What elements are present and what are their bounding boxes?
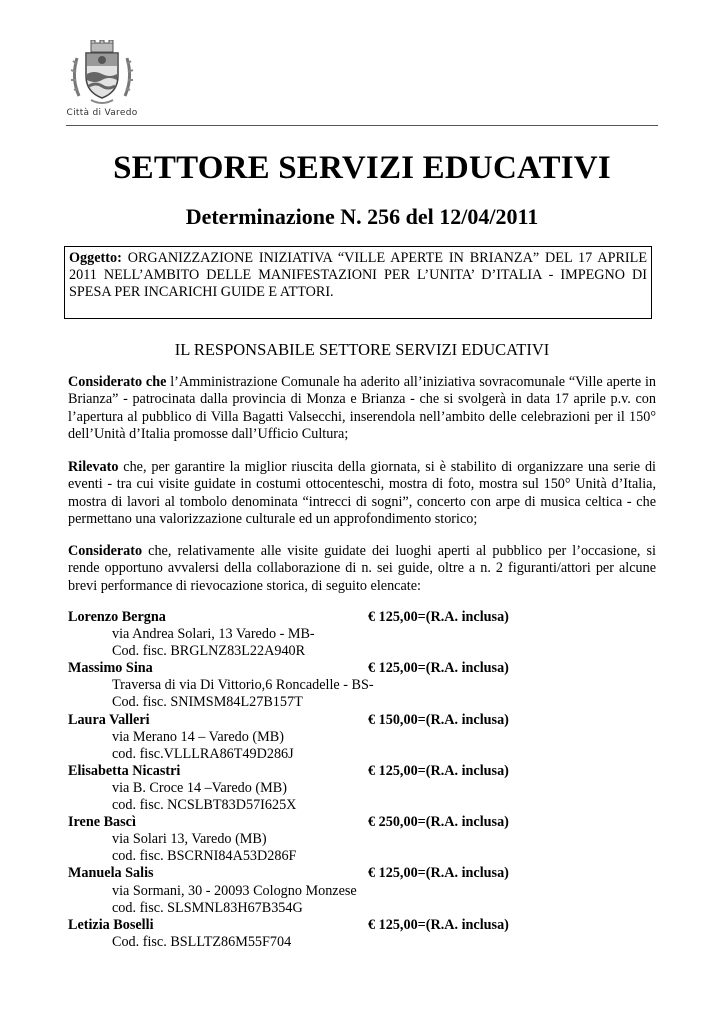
person-name: Manuela Salis [68, 865, 154, 882]
person-entry [68, 712, 656, 763]
person-address: via B. Croce 14 –Varedo (MB) [112, 779, 287, 796]
person-entry [68, 763, 656, 814]
person-name: Massimo Sina [68, 660, 153, 677]
person-name: Elisabetta Nicastri [68, 762, 181, 779]
paragraph-body: l’Amministrazione Comunale ha aderito all’iniziativa sovracomunale “Ville aperte in Brianza” - patrocinata dalla provincia di Monza e Brianza - che si svolgerà in data 17 aprile p.v. con l’apertura al pubblico di Villa Bagatti Valsecchi, inserendola nell’ambito delle celebrazioni per il 150° dell’Unità d’Italia promosse dall’Ufficio Cultura; [68, 374, 656, 442]
person-amount: € 250,00=(R.A. inclusa) [368, 814, 509, 831]
person-address: via Solari 13, Varedo (MB) [112, 831, 267, 848]
person-amount: € 150,00=(R.A. inclusa) [368, 711, 509, 728]
oggetto-text [69, 250, 647, 301]
person-tax-code: cod. fisc. BSCRNI84A53D286F [112, 848, 297, 865]
person-name: Letizia Boselli [68, 916, 154, 933]
person-tax-code: Cod. fisc. BRGLNZ83L22A940R [112, 643, 306, 660]
paragraph-considerato-2 [68, 543, 656, 595]
person-tax-code: cod. fisc. SLSMNL83H67B354G [112, 899, 303, 916]
person-name: Irene Bascì [68, 814, 136, 831]
person-entry [68, 917, 656, 951]
person-amount: € 125,00=(R.A. inclusa) [368, 865, 509, 882]
person-address: via Merano 14 – Varedo (MB) [112, 728, 284, 745]
people-list [68, 609, 656, 951]
person-entry [68, 609, 656, 660]
responsabile-heading: IL RESPONSABILE SETTORE SERVIZI EDUCATIVI [174, 340, 550, 359]
person-address: via Andrea Solari, 13 Varedo - MB- [112, 626, 315, 643]
paragraph-lead: Considerato che [68, 374, 167, 390]
person-entry [68, 660, 656, 711]
city-logo [64, 40, 140, 118]
person-amount: € 125,00=(R.A. inclusa) [368, 609, 509, 625]
determinazione-number: Determinazione N. 256 del 12/04/2011 [185, 204, 539, 229]
person-tax-code: cod. fisc. NCSLBT83D57I625X [112, 797, 297, 814]
paragraph-lead: Considerato [68, 543, 143, 559]
paragraph-considerato [68, 374, 656, 443]
person-entry [68, 865, 656, 916]
person-amount: € 125,00=(R.A. inclusa) [368, 762, 509, 779]
person-tax-code: cod. fisc.VLLLRA86T49D286J [112, 745, 294, 762]
person-amount: € 125,00=(R.A. inclusa) [368, 916, 509, 933]
oggetto-body: ORGANIZZAZIONE INIZIATIVA “VILLE APERTE IN BRIANZA” DEL 17 APRILE 2011 NELL’AMBITO DELLE MANIFESTAZIONI PER L’UNITA’ D’ITALIA - IMPEGNO DI SPESA PER INCARICHI GUIDE E ATTORI. [69, 250, 647, 300]
paragraph-body: che, relativamente alle visite guidate dei luoghi aperti al pubblico per l’occasione, si rende opportuno avvalersi della collaborazione di n. sei guide, oltre a n. 2 figuranti/attori per alcune brevi performance di rievocazione storica, di seguito elencate: [68, 543, 656, 594]
person-address: Traversa di via Di Vittorio,6 Roncadelle - BS- [112, 677, 374, 694]
person-entry [68, 814, 656, 865]
person-name: Lorenzo Bergna [68, 609, 166, 625]
person-amount: € 125,00=(R.A. inclusa) [368, 660, 509, 677]
coat-of-arms-icon [69, 40, 135, 106]
document-title: SETTORE SERVIZI EDUCATIVI [113, 150, 611, 186]
paragraph-lead: Rilevato [68, 459, 119, 475]
person-tax-code: Cod. fisc. SNIMSM84L27B157T [112, 694, 303, 711]
person-name: Laura Valleri [68, 711, 150, 728]
header-divider [66, 125, 658, 126]
person-tax-code: Cod. fisc. BSLLTZ86M55F704 [112, 933, 292, 950]
person-address: via Sormani, 30 - 20093 Cologno Monzese [112, 882, 357, 899]
paragraph-body: che, per garantire la miglior riuscita della giornata, si è stabilito di organizzare una serie di eventi - tra cui visite guidate in costumi ottocenteschi, mostra di foto, mostra sul 150° Unità d’Italia, mostra di lavori al tombolo denominata “intrecci di sogni”, concerto con arpe di musica celtica - che permettano una valorizzazione culturale ed un approfondimento storico; [68, 459, 656, 527]
oggetto-box [64, 246, 652, 319]
city-name: Città di Varedo [66, 108, 138, 118]
oggetto-label: Oggetto: [69, 250, 122, 266]
paragraph-rilevato [68, 459, 656, 528]
